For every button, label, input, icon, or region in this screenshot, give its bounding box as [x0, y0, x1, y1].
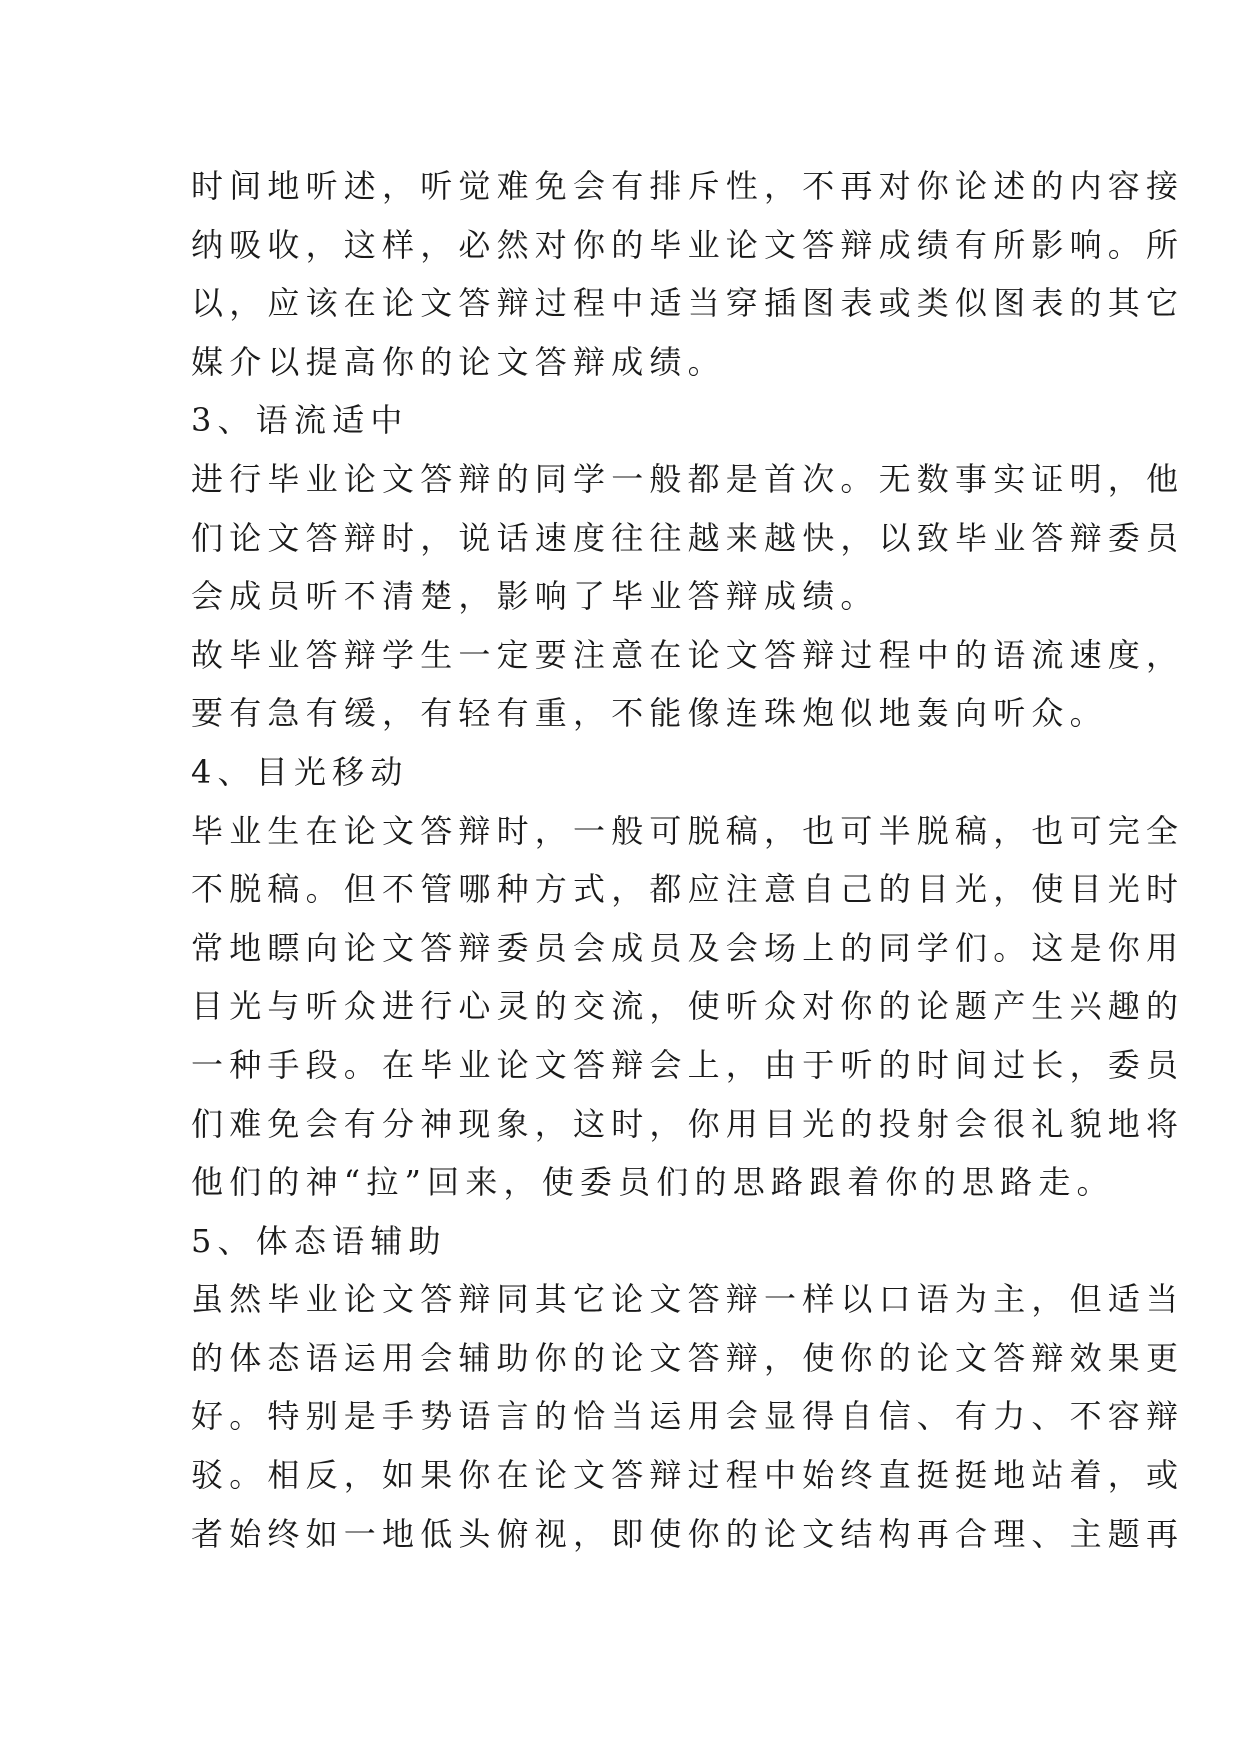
text-line: 要有急有缓，有轻有重，不能像连珠炮似地轰向听众。: [191, 694, 1108, 733]
text-line: 他们的神“拉”回来，使委员们的思路跟着你的思路走。: [191, 1163, 1115, 1202]
text-line: 毕业生在论文答辩时，一般可脱稿，也可半脱稿，也可完全: [191, 811, 1185, 850]
text-line: 目光与听众进行心灵的交流，使听众对你的论题产生兴趣的: [191, 987, 1185, 1026]
document-body: [191, 157, 1185, 1563]
text-line: 一种手段。在毕业论文答辩会上，由于听的时间过长，委员: [191, 1045, 1185, 1084]
text-line: 们难免会有分神现象，这时，你用目光的投射会很礼貌地将: [191, 1104, 1185, 1143]
text-line: 们论文答辩时，说话速度往往越来越快，以致毕业答辩委员: [191, 518, 1185, 557]
text-line: 时间地听述，听觉难免会有排斥性，不再对你论述的内容接: [191, 167, 1185, 205]
text-line: 的体态语运用会辅助你的论文答辩，使你的论文答辩效果更: [191, 1338, 1185, 1377]
section-heading: 4、目光移动: [191, 752, 409, 791]
text-line: 纳吸收，这样，必然对你的毕业论文答辩成绩有所影响。所: [191, 225, 1185, 264]
text-line: 会成员听不清楚，影响了毕业答辩成绩。: [191, 577, 879, 616]
text-line: 不脱稿。但不管哪种方式，都应注意自己的目光，使目光时: [191, 870, 1185, 909]
text-line: 者始终如一地低头俯视，即使你的论文结构再合理、主题再: [191, 1514, 1185, 1553]
text-line: 好。特别是手势语言的恰当运用会显得自信、有力、不容辩: [191, 1397, 1185, 1436]
text-line: 故毕业答辩学生一定要注意在论文答辩过程中的语流速度，: [191, 635, 1185, 674]
text-line: 以，应该在论文答辩过程中适当穿插图表或类似图表的其它: [191, 284, 1185, 323]
section-heading: 5、体态语辅助: [191, 1221, 447, 1260]
text-line: 驳。相反，如果你在论文答辩过程中始终直挺挺地站着，或: [191, 1456, 1185, 1495]
section-heading: 3、语流适中: [191, 401, 409, 440]
text-line: 进行毕业论文答辩的同学一般都是首次。无数事实证明，他: [191, 459, 1185, 498]
text-line: 常地瞟向论文答辩委员会成员及会场上的同学们。这是你用: [191, 928, 1185, 967]
text-line: 媒介以提高你的论文答辩成绩。: [191, 342, 726, 381]
text-line: 虽然毕业论文答辩同其它论文答辩一样以口语为主，但适当: [191, 1280, 1185, 1319]
